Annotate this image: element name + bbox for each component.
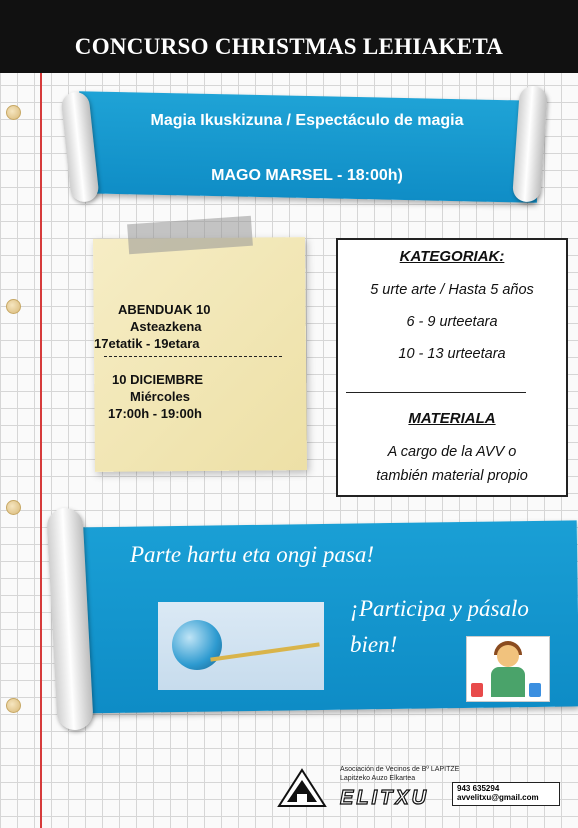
category-item: 6 - 9 urteetara bbox=[406, 314, 498, 330]
eu-day: Asteazkena bbox=[130, 319, 202, 334]
es-day: Miércoles bbox=[130, 389, 190, 404]
binder-hole bbox=[6, 105, 21, 120]
participate-es-end: bien! bbox=[350, 632, 398, 657]
page-title: CONCURSO CHRISTMAS LEHIAKETA bbox=[74, 34, 504, 59]
association-name-eu: Lapitzeko Auzo Elkartea bbox=[340, 775, 416, 782]
categories-box bbox=[336, 238, 568, 497]
paint-pot bbox=[529, 683, 541, 697]
red-margin-line bbox=[40, 0, 42, 828]
schedule-note bbox=[93, 237, 307, 472]
header-bar bbox=[0, 0, 578, 73]
categories-divider bbox=[346, 392, 526, 393]
material-line: también material propio bbox=[376, 468, 528, 484]
category-item: 5 urte arte / Hasta 5 años bbox=[370, 282, 534, 298]
material-heading: MATERIALA bbox=[408, 410, 496, 427]
contact-box bbox=[452, 782, 560, 806]
category-item: 10 - 13 urteetara bbox=[398, 346, 506, 362]
email-address: avvelitxu@gmail.com bbox=[457, 793, 539, 802]
christmas-ornament-photo bbox=[158, 602, 324, 690]
magic-show-title: Magia Ikuskizuna / Espectáculo de magia bbox=[150, 112, 464, 129]
binder-hole bbox=[6, 500, 21, 515]
gold-ribbon bbox=[210, 642, 319, 661]
ornament-ball bbox=[172, 620, 222, 670]
association-logo-icon bbox=[277, 768, 327, 808]
eu-date: ABENDUAK 10 bbox=[118, 302, 211, 317]
association-name: Asociación de Vecinos de Bº LAPITZE bbox=[340, 766, 460, 773]
es-date: 10 DICIEMBRE bbox=[112, 372, 204, 387]
binder-hole bbox=[6, 299, 21, 314]
participate-es: ¡Participa y pásalo bbox=[350, 596, 529, 621]
magician-name-time: MAGO MARSEL - 18:00h) bbox=[211, 167, 403, 184]
material-line: A cargo de la AVV o bbox=[387, 444, 517, 460]
magic-show-banner bbox=[77, 91, 539, 203]
dashed-divider bbox=[104, 356, 282, 357]
es-time: 17:00h - 19:00h bbox=[108, 406, 202, 421]
eu-time: 17etatik - 19etara bbox=[94, 336, 200, 351]
child-body bbox=[491, 667, 525, 697]
child-face bbox=[497, 645, 519, 667]
paint-pot bbox=[471, 683, 483, 697]
participate-eu: Parte hartu eta ongi pasa! bbox=[130, 542, 375, 567]
binder-hole bbox=[6, 698, 21, 713]
categories-heading: KATEGORIAK: bbox=[399, 248, 505, 265]
brand-name: ELITXU bbox=[340, 787, 430, 809]
child-painting-image bbox=[466, 636, 550, 702]
phone-number: 943 635294 bbox=[457, 784, 500, 793]
